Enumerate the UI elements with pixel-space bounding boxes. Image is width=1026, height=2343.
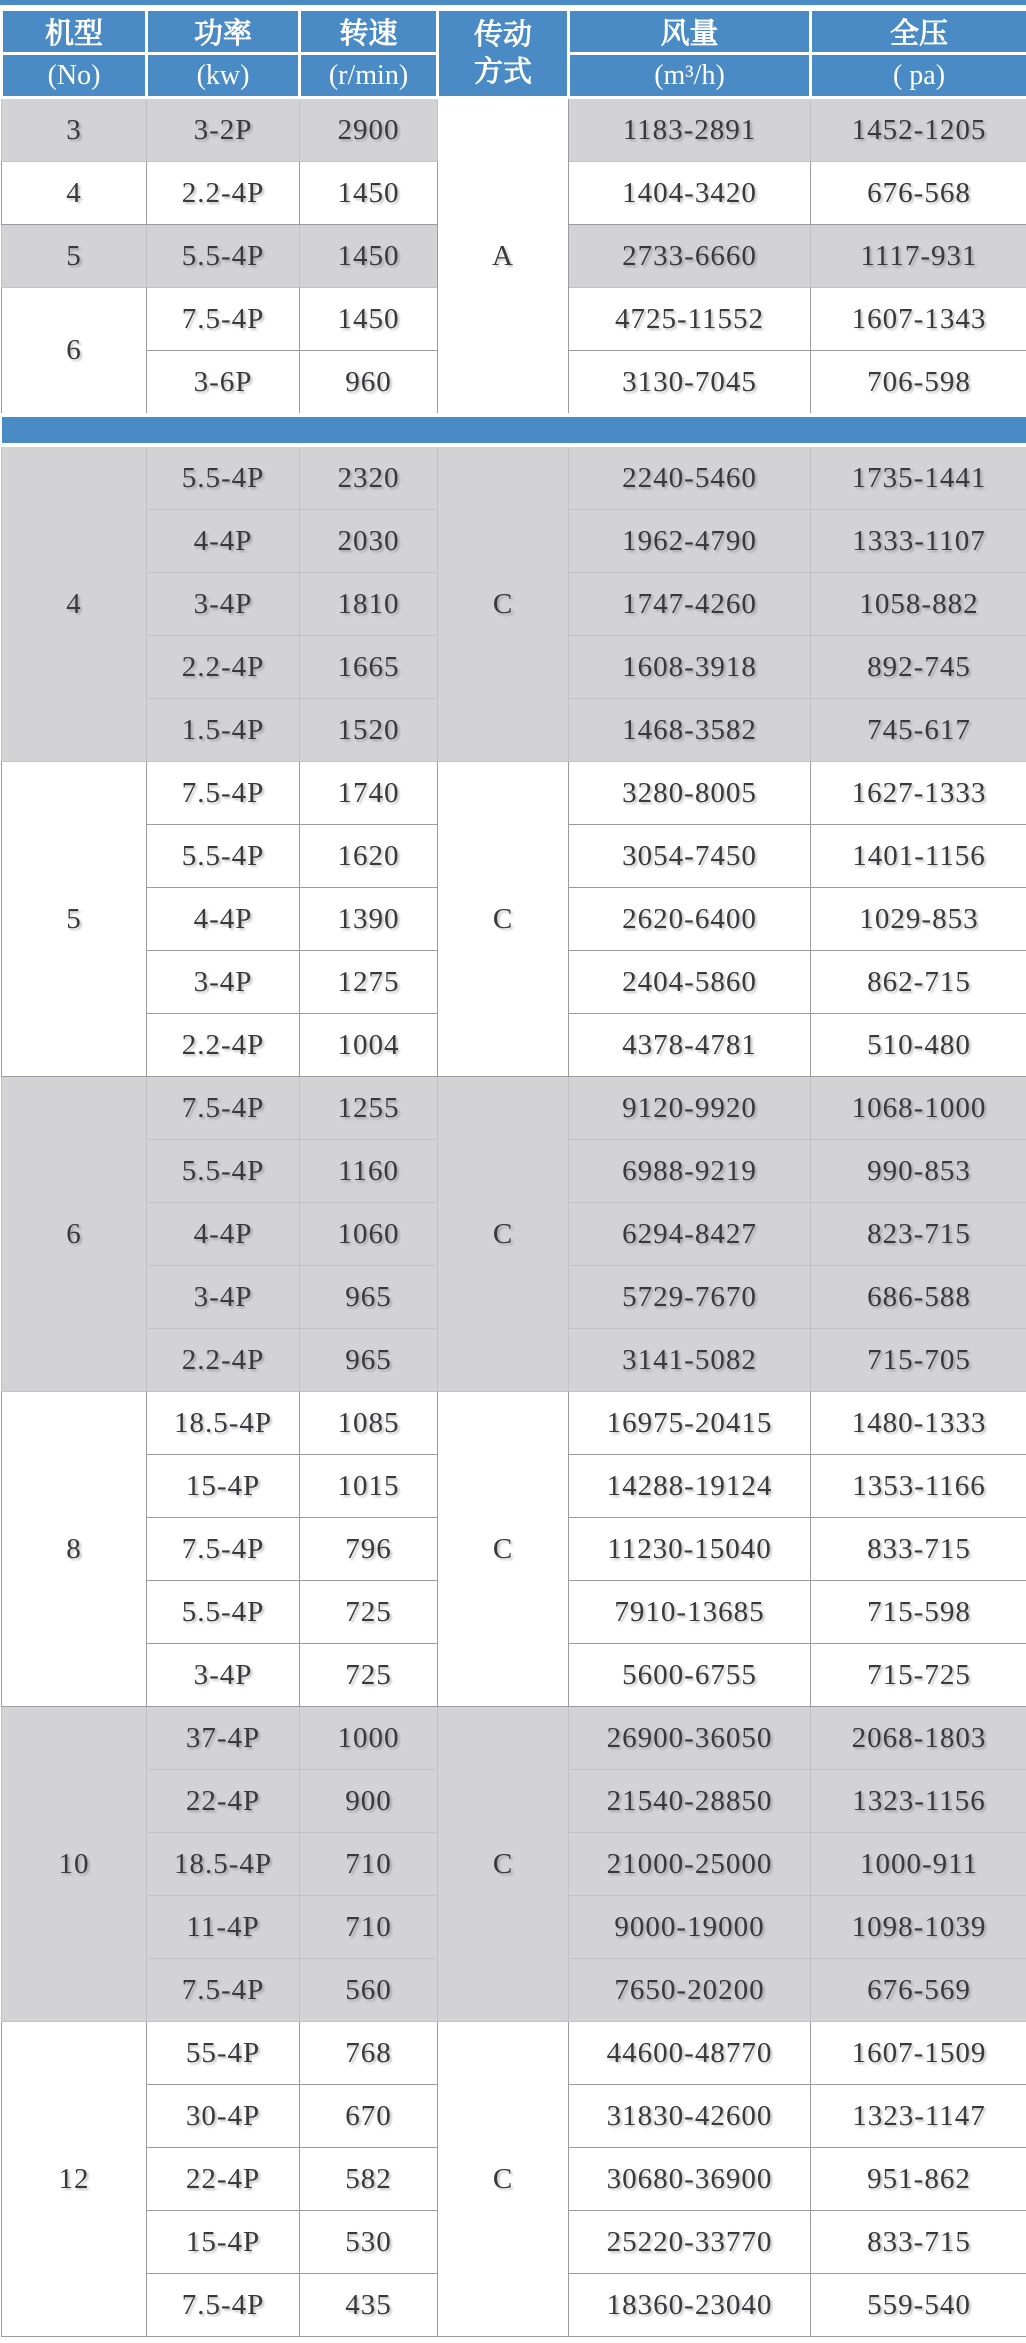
power-cell: 22-4P bbox=[147, 1770, 300, 1833]
speed-cell: 560 bbox=[300, 1959, 438, 2022]
speed-cell: 796 bbox=[300, 1518, 438, 1581]
flow-cell: 14288-19124 bbox=[569, 1455, 811, 1518]
power-cell: 37-4P bbox=[147, 1707, 300, 1770]
pressure-cell: 833-715 bbox=[811, 2211, 1026, 2274]
pressure-cell: 715-598 bbox=[811, 1581, 1026, 1644]
table-header bbox=[2, 10, 1026, 98]
speed-cell: 900 bbox=[300, 1770, 438, 1833]
power-cell: 7.5-4P bbox=[147, 1077, 300, 1140]
speed-cell: 2320 bbox=[300, 445, 438, 510]
pressure-cell: 990-853 bbox=[811, 1140, 1026, 1203]
drive-mode-cell: C bbox=[438, 1392, 569, 1707]
table-row bbox=[2, 762, 1026, 825]
speed-cell: 1450 bbox=[300, 162, 438, 225]
header-drive-line1: 传动 bbox=[473, 19, 532, 52]
flow-cell: 2240-5460 bbox=[569, 445, 811, 510]
flow-cell: 9000-19000 bbox=[569, 1896, 811, 1959]
pressure-cell: 1117-931 bbox=[811, 225, 1026, 288]
drive-mode-cell: C bbox=[438, 2022, 569, 2337]
flow-cell: 1747-4260 bbox=[569, 573, 811, 636]
speed-cell: 1000 bbox=[300, 1707, 438, 1770]
fan-spec-table bbox=[0, 8, 1026, 2337]
power-cell: 7.5-4P bbox=[147, 762, 300, 825]
speed-cell: 1620 bbox=[300, 825, 438, 888]
flow-cell: 2733-6660 bbox=[569, 225, 811, 288]
pressure-cell: 1452-1205 bbox=[811, 98, 1026, 162]
speed-cell: 1275 bbox=[300, 951, 438, 1014]
pressure-cell: 862-715 bbox=[811, 951, 1026, 1014]
flow-cell: 6988-9219 bbox=[569, 1140, 811, 1203]
speed-cell: 710 bbox=[300, 1896, 438, 1959]
flow-cell: 18360-23040 bbox=[569, 2274, 811, 2337]
flow-cell: 4378-4781 bbox=[569, 1014, 811, 1077]
model-cell: 3 bbox=[2, 98, 147, 162]
header-pressure-title: 全压 bbox=[811, 10, 1026, 54]
power-cell: 2.2-4P bbox=[147, 1329, 300, 1392]
header-title-row bbox=[2, 10, 1026, 54]
flow-cell: 21540-28850 bbox=[569, 1770, 811, 1833]
header-flow-unit: (m³/h) bbox=[569, 54, 811, 98]
speed-cell: 965 bbox=[300, 1329, 438, 1392]
model-cell: 5 bbox=[2, 762, 147, 1077]
flow-cell: 9120-9920 bbox=[569, 1077, 811, 1140]
drive-mode-cell: C bbox=[438, 445, 569, 762]
power-cell: 5.5-4P bbox=[147, 1140, 300, 1203]
power-cell: 3-2P bbox=[147, 98, 300, 162]
drive-mode-cell: C bbox=[438, 1707, 569, 2022]
header-power-title: 功率 bbox=[147, 10, 300, 54]
flow-cell: 6294-8427 bbox=[569, 1203, 811, 1266]
header-model-title: 机型 bbox=[2, 10, 147, 54]
pressure-cell: 1098-1039 bbox=[811, 1896, 1026, 1959]
table-row bbox=[2, 1392, 1026, 1455]
pressure-cell: 676-568 bbox=[811, 162, 1026, 225]
pressure-cell: 676-569 bbox=[811, 1959, 1026, 2022]
pressure-cell: 1068-1000 bbox=[811, 1077, 1026, 1140]
power-cell: 7.5-4P bbox=[147, 1518, 300, 1581]
header-drive-line2: 方式 bbox=[473, 55, 532, 88]
table-row bbox=[2, 2022, 1026, 2085]
pressure-cell: 686-588 bbox=[811, 1266, 1026, 1329]
speed-cell: 1060 bbox=[300, 1203, 438, 1266]
pressure-cell: 1627-1333 bbox=[811, 762, 1026, 825]
pressure-cell: 1029-853 bbox=[811, 888, 1026, 951]
drive-mode-cell: C bbox=[438, 762, 569, 1077]
flow-cell: 16975-20415 bbox=[569, 1392, 811, 1455]
power-cell: 3-4P bbox=[147, 1644, 300, 1707]
flow-cell: 1468-3582 bbox=[569, 699, 811, 762]
power-cell: 3-4P bbox=[147, 951, 300, 1014]
power-cell: 5.5-4P bbox=[147, 225, 300, 288]
flow-cell: 3130-7045 bbox=[569, 351, 811, 416]
pressure-cell: 823-715 bbox=[811, 1203, 1026, 1266]
flow-cell: 30680-36900 bbox=[569, 2148, 811, 2211]
power-cell: 5.5-4P bbox=[147, 1581, 300, 1644]
power-cell: 1.5-4P bbox=[147, 699, 300, 762]
pressure-cell: 1333-1107 bbox=[811, 510, 1026, 573]
model-cell: 6 bbox=[2, 1077, 147, 1392]
speed-cell: 1004 bbox=[300, 1014, 438, 1077]
power-cell: 11-4P bbox=[147, 1896, 300, 1959]
table-body bbox=[2, 98, 1026, 2337]
power-cell: 18.5-4P bbox=[147, 1833, 300, 1896]
flow-cell: 1962-4790 bbox=[569, 510, 811, 573]
model-cell: 8 bbox=[2, 1392, 147, 1707]
top-accent-bar bbox=[0, 0, 1026, 5]
table-row bbox=[2, 445, 1026, 510]
flow-cell: 31830-42600 bbox=[569, 2085, 811, 2148]
model-cell: 10 bbox=[2, 1707, 147, 2022]
table-row bbox=[2, 98, 1026, 162]
speed-cell: 1450 bbox=[300, 288, 438, 351]
pressure-cell: 833-715 bbox=[811, 1518, 1026, 1581]
flow-cell: 1608-3918 bbox=[569, 636, 811, 699]
speed-cell: 1160 bbox=[300, 1140, 438, 1203]
header-drive-title bbox=[438, 10, 569, 98]
power-cell: 30-4P bbox=[147, 2085, 300, 2148]
speed-cell: 1740 bbox=[300, 762, 438, 825]
power-cell: 18.5-4P bbox=[147, 1392, 300, 1455]
flow-cell: 7650-20200 bbox=[569, 1959, 811, 2022]
table-row bbox=[2, 1707, 1026, 1770]
speed-cell: 1810 bbox=[300, 573, 438, 636]
pressure-cell: 1058-882 bbox=[811, 573, 1026, 636]
model-cell: 12 bbox=[2, 2022, 147, 2337]
speed-cell: 2900 bbox=[300, 98, 438, 162]
header-speed-title: 转速 bbox=[300, 10, 438, 54]
speed-cell: 1255 bbox=[300, 1077, 438, 1140]
model-cell: 4 bbox=[2, 445, 147, 762]
section-separator-row bbox=[2, 415, 1026, 445]
power-cell: 4-4P bbox=[147, 888, 300, 951]
power-cell: 2.2-4P bbox=[147, 162, 300, 225]
flow-cell: 1404-3420 bbox=[569, 162, 811, 225]
pressure-cell: 1735-1441 bbox=[811, 445, 1026, 510]
flow-cell: 4725-11552 bbox=[569, 288, 811, 351]
speed-cell: 725 bbox=[300, 1581, 438, 1644]
power-cell: 3-4P bbox=[147, 573, 300, 636]
pressure-cell: 706-598 bbox=[811, 351, 1026, 416]
pressure-cell: 951-862 bbox=[811, 2148, 1026, 2211]
power-cell: 3-4P bbox=[147, 1266, 300, 1329]
speed-cell: 670 bbox=[300, 2085, 438, 2148]
pressure-cell: 1323-1156 bbox=[811, 1770, 1026, 1833]
power-cell: 4-4P bbox=[147, 510, 300, 573]
flow-cell: 3054-7450 bbox=[569, 825, 811, 888]
header-speed-unit: (r/min) bbox=[300, 54, 438, 98]
speed-cell: 530 bbox=[300, 2211, 438, 2274]
power-cell: 15-4P bbox=[147, 2211, 300, 2274]
header-flow-title: 风量 bbox=[569, 10, 811, 54]
flow-cell: 2620-6400 bbox=[569, 888, 811, 951]
power-cell: 2.2-4P bbox=[147, 636, 300, 699]
flow-cell: 5729-7670 bbox=[569, 1266, 811, 1329]
flow-cell: 11230-15040 bbox=[569, 1518, 811, 1581]
pressure-cell: 892-745 bbox=[811, 636, 1026, 699]
power-cell: 22-4P bbox=[147, 2148, 300, 2211]
power-cell: 2.2-4P bbox=[147, 1014, 300, 1077]
section-separator-bar bbox=[2, 415, 1026, 445]
speed-cell: 1015 bbox=[300, 1455, 438, 1518]
pressure-cell: 559-540 bbox=[811, 2274, 1026, 2337]
flow-cell: 25220-33770 bbox=[569, 2211, 811, 2274]
speed-cell: 435 bbox=[300, 2274, 438, 2337]
speed-cell: 710 bbox=[300, 1833, 438, 1896]
pressure-cell: 1323-1147 bbox=[811, 2085, 1026, 2148]
flow-cell: 3280-8005 bbox=[569, 762, 811, 825]
speed-cell: 960 bbox=[300, 351, 438, 416]
flow-cell: 1183-2891 bbox=[569, 98, 811, 162]
speed-cell: 1520 bbox=[300, 699, 438, 762]
pressure-cell: 1401-1156 bbox=[811, 825, 1026, 888]
pressure-cell: 715-705 bbox=[811, 1329, 1026, 1392]
model-cell: 5 bbox=[2, 225, 147, 288]
drive-mode-cell: C bbox=[438, 1077, 569, 1392]
flow-cell: 26900-36050 bbox=[569, 1707, 811, 1770]
flow-cell: 7910-13685 bbox=[569, 1581, 811, 1644]
flow-cell: 21000-25000 bbox=[569, 1833, 811, 1896]
flow-cell: 3141-5082 bbox=[569, 1329, 811, 1392]
speed-cell: 725 bbox=[300, 1644, 438, 1707]
speed-cell: 1665 bbox=[300, 636, 438, 699]
speed-cell: 1085 bbox=[300, 1392, 438, 1455]
pressure-cell: 1353-1166 bbox=[811, 1455, 1026, 1518]
power-cell: 7.5-4P bbox=[147, 2274, 300, 2337]
table-row bbox=[2, 1077, 1026, 1140]
header-power-unit: (kw) bbox=[147, 54, 300, 98]
model-cell: 6 bbox=[2, 288, 147, 416]
pressure-cell: 715-725 bbox=[811, 1644, 1026, 1707]
power-cell: 5.5-4P bbox=[147, 825, 300, 888]
speed-cell: 1390 bbox=[300, 888, 438, 951]
power-cell: 7.5-4P bbox=[147, 1959, 300, 2022]
power-cell: 55-4P bbox=[147, 2022, 300, 2085]
power-cell: 15-4P bbox=[147, 1455, 300, 1518]
header-model-unit: (No) bbox=[2, 54, 147, 98]
pressure-cell: 1480-1333 bbox=[811, 1392, 1026, 1455]
pressure-cell: 2068-1803 bbox=[811, 1707, 1026, 1770]
speed-cell: 2030 bbox=[300, 510, 438, 573]
speed-cell: 768 bbox=[300, 2022, 438, 2085]
flow-cell: 5600-6755 bbox=[569, 1644, 811, 1707]
model-cell: 4 bbox=[2, 162, 147, 225]
speed-cell: 965 bbox=[300, 1266, 438, 1329]
pressure-cell: 1607-1343 bbox=[811, 288, 1026, 351]
power-cell: 5.5-4P bbox=[147, 445, 300, 510]
power-cell: 4-4P bbox=[147, 1203, 300, 1266]
drive-mode-cell: A bbox=[438, 98, 569, 416]
power-cell: 7.5-4P bbox=[147, 288, 300, 351]
header-pressure-unit: ( pa) bbox=[811, 54, 1026, 98]
flow-cell: 2404-5860 bbox=[569, 951, 811, 1014]
power-cell: 3-6P bbox=[147, 351, 300, 416]
pressure-cell: 745-617 bbox=[811, 699, 1026, 762]
pressure-cell: 510-480 bbox=[811, 1014, 1026, 1077]
flow-cell: 44600-48770 bbox=[569, 2022, 811, 2085]
speed-cell: 582 bbox=[300, 2148, 438, 2211]
pressure-cell: 1607-1509 bbox=[811, 2022, 1026, 2085]
pressure-cell: 1000-911 bbox=[811, 1833, 1026, 1896]
speed-cell: 1450 bbox=[300, 225, 438, 288]
